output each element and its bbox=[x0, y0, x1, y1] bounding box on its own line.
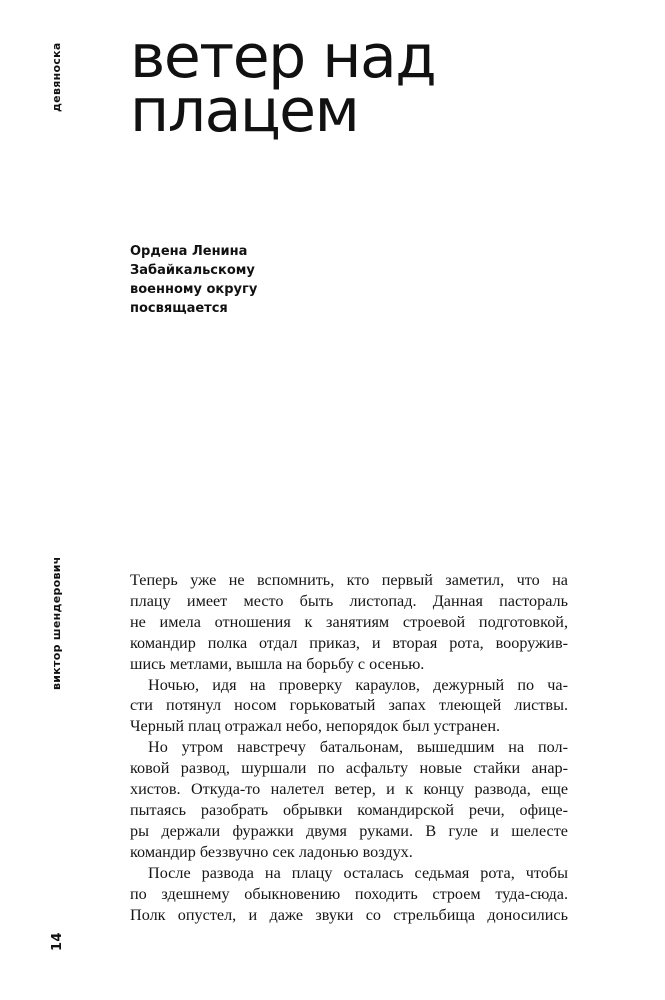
chapter-title-line: ветер над bbox=[130, 22, 436, 92]
text-line: хистов. Откуда-то налетел ветер, и к концу развода, еще bbox=[130, 780, 568, 799]
running-head-author: виктор шендерович bbox=[50, 556, 63, 690]
text-line: по здешнему обыкновению походить строем туда-сюда. bbox=[130, 884, 568, 903]
text-line: ры держали фуражки двумя руками. В гуле и шелесте bbox=[130, 821, 568, 840]
text-line: не имела отношения к занятиям строевой подготовкой, bbox=[130, 612, 568, 631]
body-text bbox=[130, 570, 568, 925]
running-head-series: девяноска bbox=[50, 42, 63, 112]
page-number: 14 bbox=[50, 932, 65, 951]
text-line: командир беззвучно сек ладонью воздух. bbox=[130, 842, 413, 861]
text-line: Но утром навстречу батальонам, вышедшим на пол- bbox=[148, 738, 568, 757]
chapter-title bbox=[130, 22, 436, 146]
dedication-line: военному округу bbox=[130, 282, 258, 297]
dedication-line: Ордена Ленина bbox=[130, 244, 248, 259]
text-line: командир полка отдал приказ, и вторая рота, вооружив- bbox=[130, 633, 568, 652]
dedication-line: посвящается bbox=[130, 301, 228, 316]
text-line: Черный плац отражал небо, непорядок был устранен. bbox=[130, 717, 501, 736]
dedication bbox=[130, 242, 390, 318]
text-line: пытаясь разобрать обрывки командирской речи, офице- bbox=[130, 800, 568, 819]
text-line: шись метлами, вышла на борьбу с осенью. bbox=[130, 654, 425, 673]
text-line: После развода на плацу осталась седьмая рота, чтобы bbox=[148, 863, 568, 882]
text-line: Полк опустел, и даже звуки со стрельбища доносились bbox=[130, 905, 568, 924]
text-line: ковой развод, шуршали по асфальту новые стайки анар- bbox=[130, 759, 568, 778]
dedication-line: Забайкальскому bbox=[130, 263, 255, 278]
text-line: сти потянул носом горьковатый запах тлеющей листвы. bbox=[130, 696, 568, 715]
chapter-title-line: плацем bbox=[130, 76, 359, 146]
text-line: Теперь уже не вспомнить, кто первый заметил, что на bbox=[130, 571, 568, 589]
text-line: Ночью, идя на проверку караулов, дежурный по ча- bbox=[148, 675, 568, 694]
text-line: плацу имеет место быть листопад. Данная пастораль bbox=[130, 591, 568, 610]
